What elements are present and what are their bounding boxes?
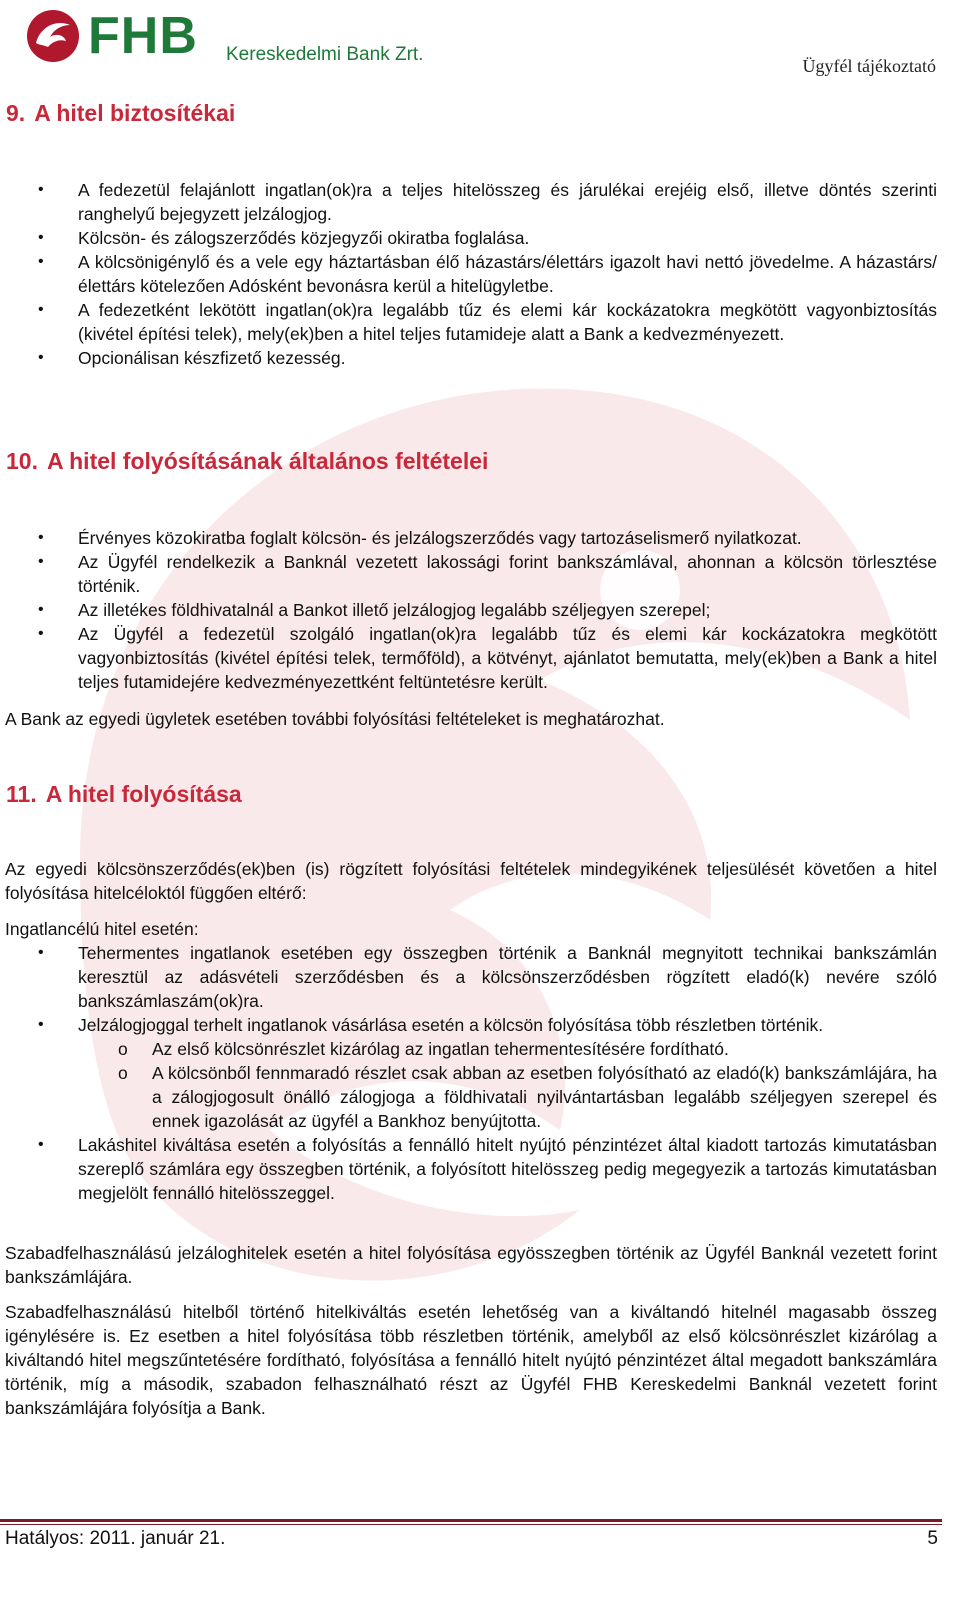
footer-divider-thin — [0, 1524, 942, 1525]
section-9-heading — [6, 100, 235, 127]
page-number: 5 — [927, 1528, 938, 1549]
section-number: 9. — [6, 100, 26, 126]
list-item: • Érvényes közokiratba foglalt kölcsön- és jelzálogszerződés vagy tartozáselismerő nyilatkozat. — [0, 526, 937, 550]
section-11-paragraph-2: Szabadfelhasználású hitelből történő hitelkiváltás esetén lehetőség van a kiváltandó hitelnél magasabb összeg igénylésére is. Ez esetben a hitel folyósítása több részletben történik, amelyből az első kölcsönrészlet kizárólag a kiváltandó hitel megszűntetésére fordítható, folyósítása a fennálló hitelt nyújtó pénzintézet által megadott bankszámlára történik, míg a második, szabadon felhasználható részt az Ügyfél FHB Kereskedelmi Banknál vezetett forint bankszámlájára folyósítja a Bank. — [5, 1302, 937, 1418]
list-item: • Opcionálisan készfizető kezesség. — [0, 346, 937, 370]
sub-list-item: o A kölcsönből fennmaradó részlet csak abban az esetben folyósítható az eladó(k) bankszámlájára, ha a zálogjogosult önálló zálogjoga a földhivatali nyilvántartásban legalább széljegyen szerepel és ennek igazolását az ügyfél a Bankhoz benyújtotta. — [78, 1061, 937, 1133]
section-title: A hitel biztosítékai — [34, 100, 236, 126]
sub-list — [0, 1037, 937, 1133]
list-item: • A fedezetül felajánlott ingatlan(ok)ra a teljes hitelösszeg és járulékai erejéig első, illetve döntés szerinti ranghelyű bejegyzett jelzálogjog. — [0, 178, 937, 226]
list-item: • Lakáshitel kiváltása esetén a folyósítás a fennálló hitelt nyújtó pénzintézet által kiadott tartozás kimutatásban szereplő számlára egy összegben történik, a folyósított hitelösszeg pedig megegyezik a tartozás kimutatásban megjelölt fennálló hitelösszeggel. — [0, 1133, 937, 1205]
section-10-heading — [6, 448, 488, 475]
section-title: A hitel folyósítása — [45, 781, 242, 807]
section-11-heading — [6, 781, 242, 808]
page-header — [0, 0, 960, 80]
document-type-label: Ügyfél tájékoztató — [802, 56, 936, 76]
list-item: • Az illetékes földhivatalnál a Bankot illető jelzálogjog legalább széljegyen szerepel; — [0, 598, 937, 622]
logo-wordmark: FHB — [88, 7, 198, 65]
section-11-subhead: Ingatlancélú hitel esetén: — [5, 919, 199, 939]
effective-date: Hatályos: 2011. január 21. — [5, 1528, 226, 1549]
section-title: A hitel folyósításának általános feltételei — [46, 448, 489, 474]
section-11-bullet-list — [0, 941, 937, 1205]
section-10-bullet-list — [0, 526, 937, 694]
section-number: 11. — [6, 781, 37, 807]
fhb-logo-icon — [26, 9, 80, 63]
list-item: • A fedezetként lekötött ingatlan(ok)ra legalább tűz és elemi kár kockázatokra megkötött vagyonbiztosítás (kivétel építési telek), mely(ek)ben a hitel teljes futamideje alatt a Bank a kedvezményezett. — [0, 298, 937, 346]
list-item: • A kölcsönigénylő és a vele egy háztartásban élő házastárs/élettárs igazolt havi nettó jövedelme. A házastárs/élettárs kötelezően Adósként bevonásra kerül a hitelügyletbe. — [0, 250, 937, 298]
footer-divider — [0, 1519, 942, 1522]
section-11-intro: Az egyedi kölcsönszerződés(ek)ben (is) rögzített folyósítási feltételek mindegyikének teljesülését követően a hitel folyósítása hitelcéloktól függően eltérő: — [5, 859, 937, 903]
section-11-paragraph-1: Szabadfelhasználású jelzáloghitelek esetén a hitel folyósítása egyösszegben történik az Ügyfél Banknál vezetett forint bankszámlájára. — [5, 1243, 937, 1287]
section-10-closing: A Bank az egyedi ügyletek esetében további folyósítási feltételeket is meghatározhat. — [5, 709, 665, 729]
logo-subtitle: Kereskedelmi Bank Zrt. — [226, 44, 424, 65]
list-item: • Az Ügyfél a fedezetül szolgáló ingatlan(ok)ra legalább tűz és elemi kár kockázatokra megkötött vagyonbiztosítás (kivétel építési telek, termőföld), a kötvényt, ajánlatot bemutatta, mely(ek)ben a Bank a hitel teljes futamidejére kedvezményezettként feltüntetésre került. — [0, 622, 937, 694]
list-item: • Tehermentes ingatlanok esetében egy összegben történik a Banknál megnyitott technikai bankszámlán keresztül az adásvételi szerződésben és a kölcsönszerződésben rögzített eladó(k) nevére szóló bankszámlaszám(ok)ra. — [0, 941, 937, 1013]
list-item-text: Jelzálogjoggal terhelt ingatlanok vásárlása esetén a kölcsön folyósítása több részletben történik. — [78, 1015, 824, 1035]
section-number: 10. — [6, 448, 38, 474]
list-item — [0, 1013, 937, 1133]
section-9-bullet-list — [0, 178, 937, 370]
sub-list-item: o Az első kölcsönrészlet kizárólag az ingatlan tehermentesítésére fordítható. — [78, 1037, 937, 1061]
list-item: • Az Ügyfél rendelkezik a Banknál vezetett lakossági forint bankszámlával, ahonnan a kölcsön törlesztése történik. — [0, 550, 937, 598]
list-item: • Kölcsön- és zálogszerződés közjegyzői okiratba foglalása. — [0, 226, 937, 250]
